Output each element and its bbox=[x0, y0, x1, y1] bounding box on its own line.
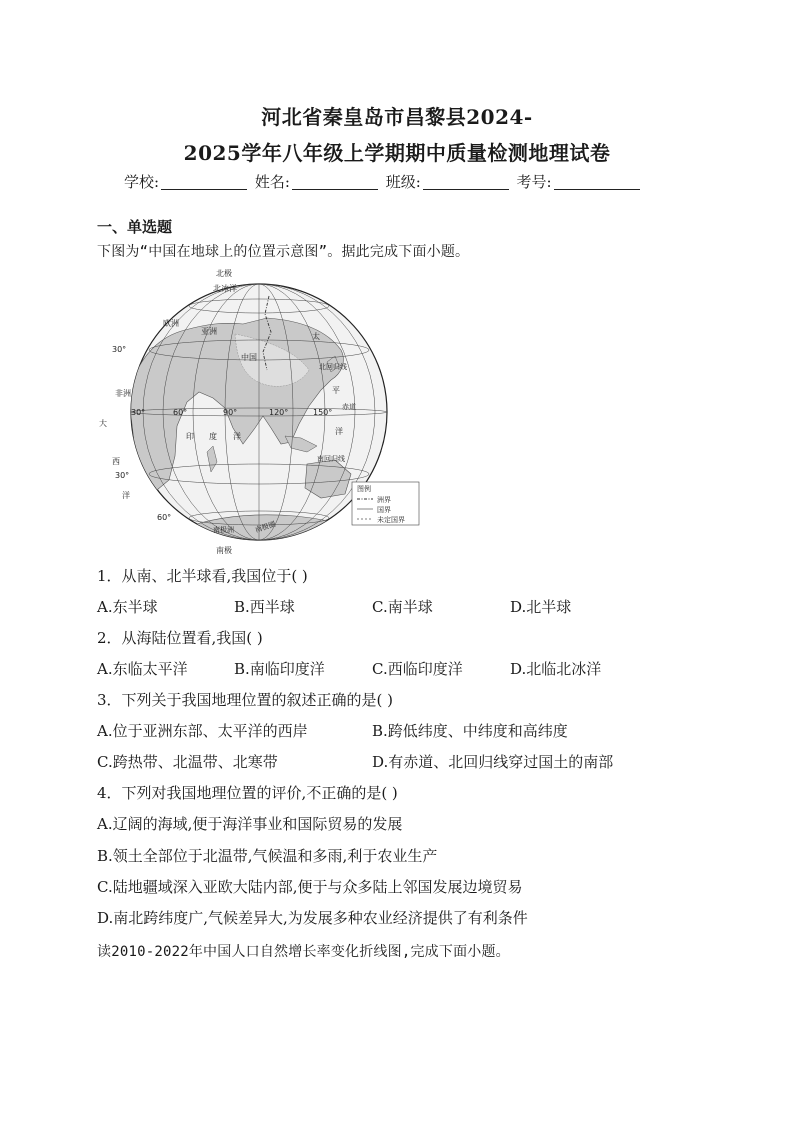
label-africa: 非洲 bbox=[115, 389, 131, 398]
label-antarctica: 南极洲 bbox=[213, 526, 234, 534]
label-lon-120: 120° bbox=[269, 408, 289, 417]
q3-option-c[interactable]: C.跨热带、北温带、北寒带 bbox=[97, 753, 278, 771]
q1-option-c[interactable]: C.南半球 bbox=[372, 598, 433, 616]
label-south-pole: 南极 bbox=[216, 546, 232, 555]
label-atlantic-1: 大 bbox=[99, 419, 107, 428]
label-pacific-3: 洋 bbox=[335, 427, 343, 436]
q1-option-d[interactable]: D.北半球 bbox=[510, 598, 572, 616]
label-arctic-ocean: 北冰洋 bbox=[213, 284, 237, 293]
label-tropic-cancer: 北回归线 bbox=[319, 363, 347, 371]
label-china: 中国 bbox=[241, 353, 257, 362]
label-asia: 亚洲 bbox=[201, 327, 217, 336]
question-2-stem: 2．从海陆位置看,我国( ) bbox=[97, 629, 263, 647]
legend-undetermined-boundary: 未定国界 bbox=[377, 516, 405, 524]
legend-national-boundary: 国界 bbox=[377, 506, 391, 514]
section-title: 一、单选题 bbox=[97, 218, 173, 236]
label-north-pole: 北极 bbox=[216, 269, 232, 278]
q3-option-d[interactable]: D.有赤道、北回归线穿过国土的南部 bbox=[372, 753, 614, 771]
label-europe: 欧洲 bbox=[163, 319, 179, 328]
intro-text-globe: 下图为“中国在地球上的位置示意图”。据此完成下面小题。 bbox=[97, 244, 470, 260]
exam-number-label: 考号: bbox=[516, 173, 552, 191]
exam-title-line1: 河北省秦皇岛市昌黎县2024- bbox=[261, 105, 533, 129]
label-atlantic-3: 洋 bbox=[122, 491, 130, 500]
q4-option-a[interactable]: A.辽阔的海域,便于海洋事业和国际贸易的发展 bbox=[97, 815, 403, 833]
q2-option-c[interactable]: C.西临印度洋 bbox=[372, 660, 463, 678]
q4-option-d[interactable]: D.南北跨纬度广,气候差异大,为发展多种农业经济提供了有利条件 bbox=[97, 909, 528, 927]
intro-text-population-chart: 读2010-2022年中国人口自然增长率变化折线图,完成下面小题。 bbox=[97, 944, 510, 960]
label-pacific-1: 太 bbox=[312, 332, 320, 341]
label-indian-2: 度 bbox=[209, 432, 217, 441]
question-1-stem: 1．从南、北半球看,我国位于( ) bbox=[97, 567, 308, 585]
label-antarctic-circle: 南极圈 bbox=[254, 520, 277, 535]
class-blank[interactable] bbox=[423, 175, 509, 190]
q3-option-b[interactable]: B.跨低纬度、中纬度和高纬度 bbox=[372, 722, 568, 740]
label-equator: 赤道 bbox=[342, 403, 356, 411]
question-4-stem: 4．下列对我国地理位置的评价,不正确的是( ) bbox=[97, 784, 398, 802]
name-label: 姓名: bbox=[254, 173, 290, 191]
map-legend bbox=[352, 482, 419, 525]
globe-map bbox=[95, 266, 425, 558]
label-atlantic-2: 西 bbox=[112, 457, 120, 466]
label-tropic-capricorn: 南回归线 bbox=[317, 455, 345, 463]
label-lat-60s: 60° bbox=[157, 513, 172, 522]
label-lat-30s: 30° bbox=[115, 471, 130, 480]
exam-number-blank[interactable] bbox=[554, 175, 640, 190]
school-blank[interactable] bbox=[161, 175, 247, 190]
label-lon-30: 30° bbox=[131, 408, 146, 417]
label-pacific-2: 平 bbox=[332, 386, 340, 395]
student-info-row bbox=[124, 171, 643, 192]
q4-option-c[interactable]: C.陆地疆域深入亚欧大陆内部,便于与众多陆上邻国发展边境贸易 bbox=[97, 878, 523, 896]
name-blank[interactable] bbox=[292, 175, 378, 190]
q2-option-b[interactable]: B.南临印度洋 bbox=[234, 660, 325, 678]
legend-continent-boundary: 洲界 bbox=[377, 496, 391, 504]
label-indian-3: 洋 bbox=[233, 432, 241, 441]
exam-title-line2: 2025学年八年级上学期期中质量检测地理试卷 bbox=[183, 141, 611, 165]
label-indian-1: 印 bbox=[186, 432, 194, 441]
label-lat-30n: 30° bbox=[112, 345, 127, 354]
q3-option-a[interactable]: A.位于亚洲东部、太平洋的西岸 bbox=[97, 722, 308, 740]
label-lon-60: 60° bbox=[173, 408, 188, 417]
legend-title: 图例 bbox=[357, 485, 371, 493]
label-lon-150: 150° bbox=[313, 408, 333, 417]
label-lon-90: 90° bbox=[223, 408, 238, 417]
q1-option-a[interactable]: A.东半球 bbox=[97, 598, 158, 616]
q2-option-a[interactable]: A.东临太平洋 bbox=[97, 660, 188, 678]
q1-option-b[interactable]: B.西半球 bbox=[234, 598, 295, 616]
question-3-stem: 3．下列关于我国地理位置的叙述正确的是( ) bbox=[97, 691, 394, 709]
q2-option-d[interactable]: D.北临北冰洋 bbox=[510, 660, 602, 678]
q4-option-b[interactable]: B.领土全部位于北温带,气候温和多雨,利于农业生产 bbox=[97, 847, 438, 865]
school-label: 学校: bbox=[124, 173, 160, 191]
class-label: 班级: bbox=[385, 173, 421, 191]
